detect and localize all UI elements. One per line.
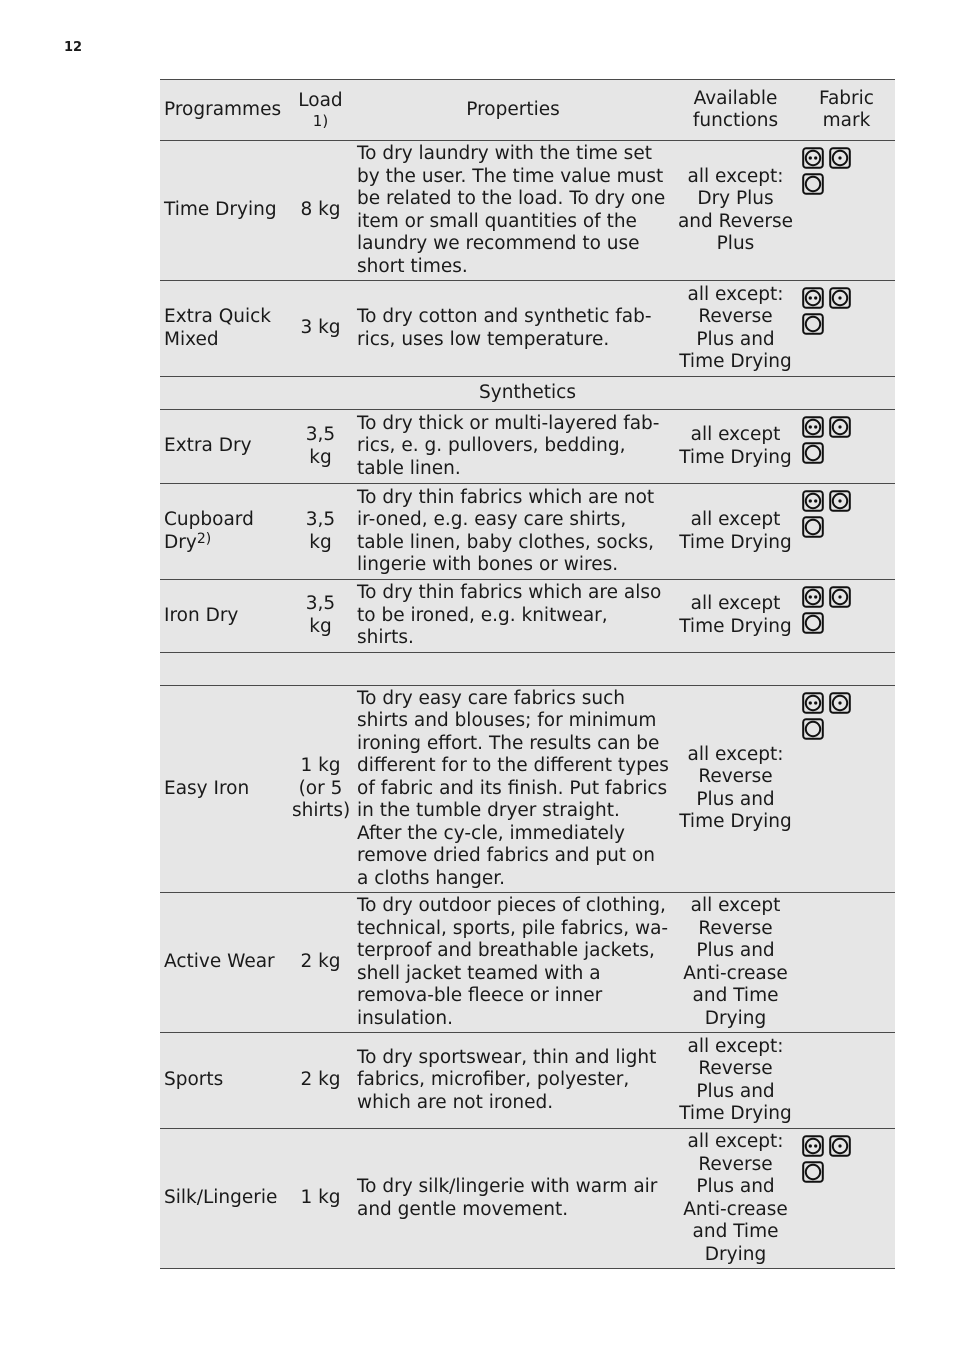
- tumble-dry-high-icon: [802, 147, 824, 169]
- load-cell: 3,5 kg: [288, 484, 353, 580]
- header-programmes: Programmes: [160, 80, 288, 141]
- programmes-table: [160, 79, 895, 1269]
- programme-cell: [160, 484, 288, 580]
- load-cell: 1 kg (or 5 shirts): [288, 685, 353, 893]
- tumble-dry-low-icon: [829, 490, 851, 512]
- programme-cell: [160, 281, 288, 377]
- table-row: [160, 580, 895, 653]
- tumble-drum-icon: [802, 516, 824, 538]
- properties-cell: To dry sportswear, thin and light fabrics, microfiber, polyester, which are not ironed.: [353, 1033, 673, 1129]
- fabric-mark-icons: [802, 147, 860, 195]
- table-row: [160, 484, 895, 580]
- tumble-dry-low-icon: [829, 287, 851, 309]
- functions-cell: all except Time Drying: [673, 410, 798, 484]
- fabric-mark-cell: [798, 484, 895, 580]
- functions-cell: all except: Reverse Plus and Time Drying: [673, 281, 798, 377]
- tumble-dry-low-icon: [829, 147, 851, 169]
- table-row: [160, 1033, 895, 1129]
- fabric-mark-icons: [802, 490, 860, 538]
- table-row: [160, 685, 895, 893]
- load-cell: 3 kg: [288, 281, 353, 377]
- header-load: [288, 80, 353, 141]
- programme-cell: [160, 1033, 288, 1129]
- programme-name: Extra Dry: [164, 435, 252, 457]
- load-cell: 3,5 kg: [288, 580, 353, 653]
- functions-cell: all except: Dry Plus and Reverse Plus: [673, 141, 798, 281]
- functions-cell: all except Reverse Plus and Anti-crease and Time Drying: [673, 893, 798, 1033]
- tumble-drum-icon: [802, 1161, 824, 1183]
- functions-cell: all except Time Drying: [673, 484, 798, 580]
- fabric-mark-cell: [798, 410, 895, 484]
- tumble-dry-high-icon: [802, 1135, 824, 1157]
- tumble-dry-low-icon: [829, 692, 851, 714]
- tumble-dry-high-icon: [802, 287, 824, 309]
- properties-cell: To dry easy care fabrics such shirts and blouses; for minimum ironing effort. The results can be different for to the different types of fabric and its finish. Put fabrics in the tumble dryer straight. After the cy-cle, immediately remove dried fabrics and put on a cloths hanger.: [353, 685, 673, 893]
- header-fabric-mark: Fabric mark: [798, 80, 895, 141]
- properties-cell: To dry laundry with the time set by the user. The time value must be related to the load. To dry one item or small quantities of the laundry we recommend to use short times.: [353, 141, 673, 281]
- header-load-note: 1): [312, 111, 329, 130]
- fabric-mark-icons: [802, 287, 860, 335]
- programme-cell: [160, 141, 288, 281]
- properties-cell: To dry outdoor pieces of clothing, technical, sports, pile fabrics, wa-terproof and breathable jackets, shell jacket teamed with a remova-ble fleece or inner insulation.: [353, 893, 673, 1033]
- properties-cell: To dry thick or multi-layered fab-rics, e. g. pullovers, bedding, table linen.: [353, 410, 673, 484]
- programme-name: Iron Dry: [164, 604, 239, 626]
- section-blank-row: [160, 652, 895, 685]
- tumble-drum-icon: [802, 612, 824, 634]
- fabric-mark-cell: [798, 141, 895, 281]
- programme-name: Easy Iron: [164, 777, 250, 799]
- fabric-mark-cell: [798, 893, 895, 1033]
- programme-cell: [160, 893, 288, 1033]
- functions-cell: all except: Reverse Plus and Time Drying: [673, 1033, 798, 1129]
- programme-name: Active Wear: [164, 951, 275, 973]
- tumble-dry-high-icon: [802, 490, 824, 512]
- load-cell: 1 kg: [288, 1129, 353, 1269]
- table-header-row: [160, 80, 895, 141]
- tumble-drum-icon: [802, 718, 824, 740]
- properties-cell: To dry silk/lingerie with warm air and gentle movement.: [353, 1129, 673, 1269]
- header-available-functions: Available functions: [673, 80, 798, 141]
- tumble-dry-low-icon: [829, 586, 851, 608]
- fabric-mark-cell: [798, 1129, 895, 1269]
- programme-name: Extra Quick Mixed: [164, 306, 272, 350]
- programme-cell: [160, 1129, 288, 1269]
- fabric-mark-icons: [802, 692, 860, 740]
- tumble-dry-high-icon: [802, 416, 824, 438]
- functions-cell: all except: Reverse Plus and Anti-crease and Time Drying: [673, 1129, 798, 1269]
- programme-name: Silk/Lingerie: [164, 1187, 278, 1209]
- section-synthetics: Synthetics: [160, 377, 895, 410]
- table-row: [160, 141, 895, 281]
- functions-cell: all except Time Drying: [673, 580, 798, 653]
- programme-name: Sports: [164, 1069, 224, 1091]
- header-properties: Properties: [353, 80, 673, 141]
- programme-name: Cupboard Dry: [164, 509, 254, 553]
- fabric-mark-cell: [798, 580, 895, 653]
- tumble-drum-icon: [802, 173, 824, 195]
- properties-cell: To dry thin fabrics which are not ir-oned, e.g. easy care shirts, table linen, baby clothes, socks, lingerie with bones or wires.: [353, 484, 673, 580]
- fabric-mark-icons: [802, 416, 860, 464]
- fabric-mark-icons: [802, 1135, 860, 1183]
- programme-cell: [160, 410, 288, 484]
- table-row: [160, 893, 895, 1033]
- tumble-dry-low-icon: [829, 1135, 851, 1157]
- programme-cell: [160, 685, 288, 893]
- load-cell: 8 kg: [288, 141, 353, 281]
- tumble-drum-icon: [802, 313, 824, 335]
- load-cell: 3,5 kg: [288, 410, 353, 484]
- fabric-mark-cell: [798, 281, 895, 377]
- table-row: [160, 1129, 895, 1269]
- functions-cell: all except: Reverse Plus and Time Drying: [673, 685, 798, 893]
- programme-name: Time Drying: [164, 199, 277, 221]
- page-number: 12: [64, 40, 83, 55]
- fabric-mark-cell: [798, 685, 895, 893]
- fabric-mark-icons: [802, 586, 860, 634]
- tumble-dry-low-icon: [829, 416, 851, 438]
- section-blank: [160, 652, 895, 685]
- programme-cell: [160, 580, 288, 653]
- tumble-dry-high-icon: [802, 586, 824, 608]
- fabric-mark-cell: [798, 1033, 895, 1129]
- table-row: [160, 281, 895, 377]
- programme-note: 2): [196, 530, 212, 547]
- table-row: [160, 410, 895, 484]
- tumble-drum-icon: [802, 442, 824, 464]
- load-cell: 2 kg: [288, 893, 353, 1033]
- properties-cell: To dry cotton and synthetic fab-rics, uses low temperature.: [353, 281, 673, 377]
- load-cell: 2 kg: [288, 1033, 353, 1129]
- section-synthetics-row: [160, 377, 895, 410]
- properties-cell: To dry thin fabrics which are also to be ironed, e.g. knitwear, shirts.: [353, 580, 673, 653]
- header-load-label: Load: [298, 90, 343, 112]
- tumble-dry-high-icon: [802, 692, 824, 714]
